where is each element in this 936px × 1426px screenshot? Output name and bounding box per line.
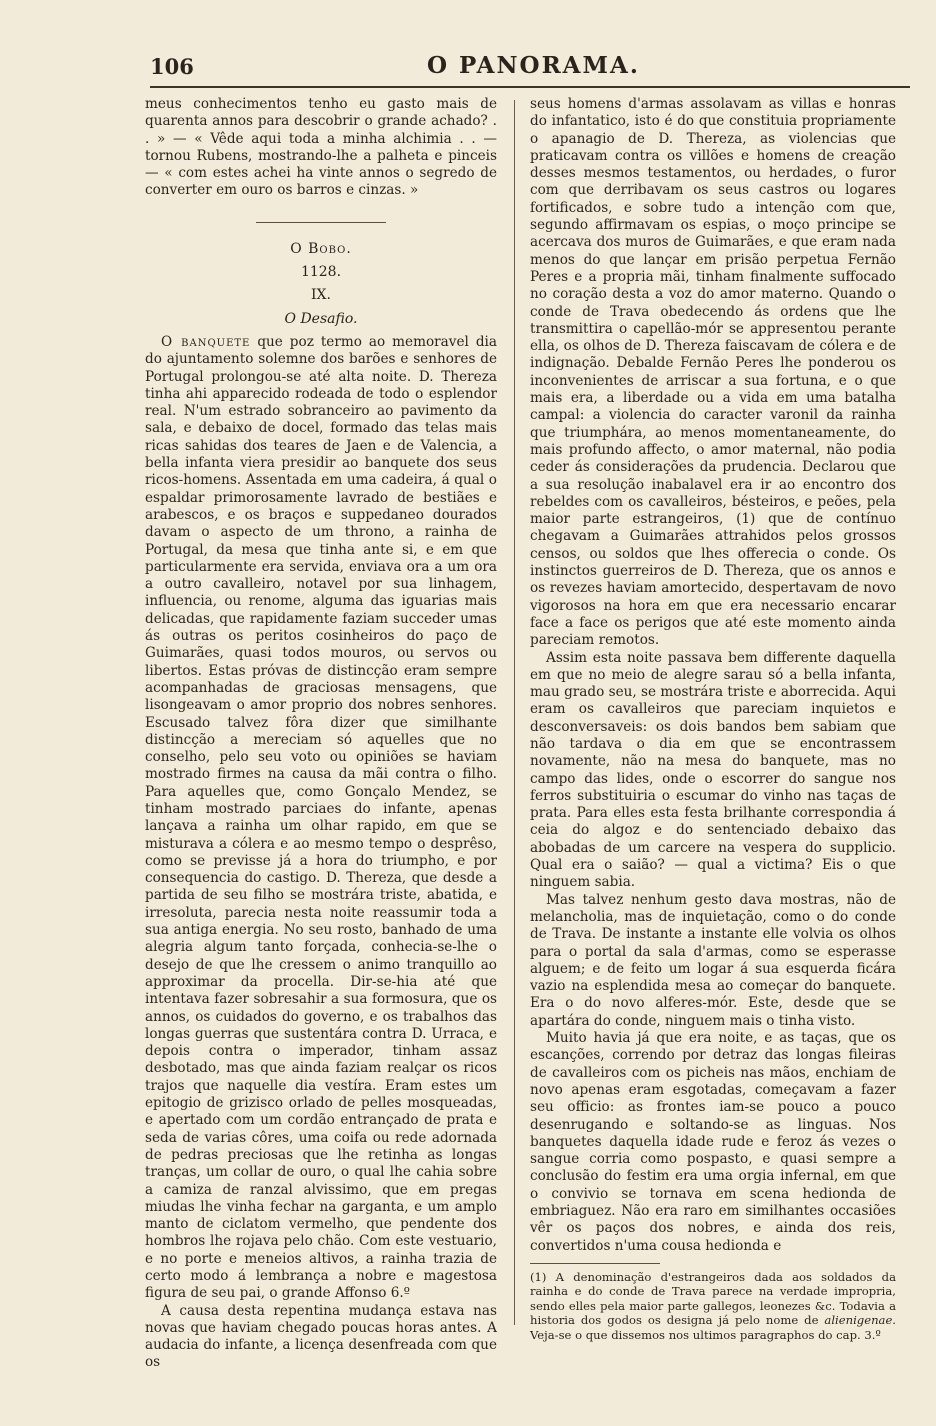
page-number: 106 <box>150 54 194 79</box>
left-column <box>145 96 497 1372</box>
footnote-divider <box>530 1263 660 1264</box>
footnote <box>530 1270 896 1342</box>
paragraph: seus homens d'armas assolavam as villas e honras do infantatico, isto é do que constituia propriamente o apanagio de D. Thereza, as violencias que praticavam contra os villões e homens de creação desses mesmos testamentos, ou herdades, o furor com que derribavam os seus castros ou logares fortificados, e sobre tudo a intenção com que, segundo affirmavam os espias, o moço principe se acercava dos muros de Guimarães, e que eram nada menos do que lançar em prisão perpetua Fernão Peres e a propria mãi, tinham finalmente suffocado no coração desta a voz do amor materno. Quando o conde de Trava obedecendo ás ordens que lhe transmittira o capellão-mór se appresentou perante ella, os olhos de D. Thereza faiscavam de cólera e de indignação. Debalde Fernão Peres lhe ponderou os inconvenientes de arriscar a sua fortuna, e o que mais era, a liberdade ou a vida em uma batalha campal: a violencia do caracter varonil da rainha que triumphára, ao menos momentaneamente, do mais profundo affecto, o amor maternal, não podia ceder ás considerações da prudencia. Declarou que a sua resolução inabalavel era ir ao encontro dos rebeldes com os cavalleiros, bésteiros, e peões, pela maior parte estrangeiros, (1) que de contínuo chegavam a Guimarães attrahidos pelos grossos censos, ou soldos que lhes offerecia o conde. Os instinctos guerreiros de D. Thereza, que os annos e os revezes haviam amortecido, despertavam de novo vigorosos na hora em que era necessario encarar face a face os perigos que até este momento ainda pareciam remotos. <box>530 96 896 649</box>
footnote-tail: Veja-se o que dissemos nos ultimos paragraphos do cap. 3.º <box>530 1327 881 1342</box>
footnote-term: alienigenae. <box>824 1313 896 1328</box>
journal-title: O PANORAMA. <box>427 52 640 79</box>
paragraph: Assim esta noite passava bem differente daquella em que no meio de alegre sarau só a bella infanta, mau grado seu, se mostrára triste e aborrecida. Aqui eram os cavalleiros que pareciam inquietos e desconversaveis: os dois bandos bem sabiam que não tardava o dia em que se encontrassem novamente, não na mesa do banquete, mas no campo das lides, onde o escorrer do sangue nos ferros substituiria o escumar do vinho nas taças de prata. Para elles esta festa brilhante correspondia á ceia do algoz e do sentenciado debaixo das abobadas de um carcere na vespera do supplicio. Qual era o saião? — qual a victima? Eis o que ninguem sabia. <box>530 649 896 891</box>
footnote-text: (1) A denominação d'estrangeiros dada aos soldados da rainha e do conde de Trava parece na verdade impropria, sendo elles pela maior parte gallegos, leonezes &c. Todavia a historia dos godos os designa já pelo nome de <box>530 1269 896 1328</box>
column-divider <box>514 100 515 1325</box>
paragraph: A causa desta repentina mudança estava nas novas que haviam chegado poucas horas antes. A audacia do infante, a licença desenfreada com que os <box>145 1302 497 1371</box>
paragraph: Mas talvez nenhum gesto dava mostras, não de melancholia, mas de inquietação, como o do conde de Trava. De instante a instante elle volvia os olhos para o portal da sala d'armas, como se esperasse alguem; e de feito um logar á sua esquerda ficára vazio na esplendida mesa ao começar do banquete. Era o do novo alferes-mór. Este, desde que se apartára do conde, ninguem mais o tinha visto. <box>530 891 896 1029</box>
lead-words: O banquete <box>161 333 251 350</box>
section-title: O Bobo. <box>290 240 352 257</box>
header-rule <box>150 86 910 88</box>
chapter-title: O Desafio. <box>284 310 358 327</box>
paragraph: Muito havia já que era noite, e as taças, que os escanções, correndo por detraz das longas fileiras de cavalleiros com os picheis nas mãos, enchiam de novo apenas eram esgotadas, começavam a fazer seu officio: as frontes iam-se pouco a pouco desenrugando e soltando-se as linguas. Nos banquetes daquella idade rude e feroz ás vezes o sangue corria como pospasto, e quasi sempre a conclusão do festim era uma orgia infernal, em que o convivio se tornava em scena hedionda de embriaguez. Não era raro em similhantes occasiões vêr os paços dos nobres, e ainda dos reis, convertidos n'uma cousa hedionda e <box>530 1030 896 1254</box>
year-heading: 1128. <box>300 264 342 281</box>
right-column <box>530 96 896 1342</box>
section-divider <box>256 222 386 223</box>
paragraph: meus conhecimentos tenho eu gasto mais de quarenta annos para descobrir o grande achado? . . » — « Vêde aqui toda a minha alchimia . . — tornou Rubens, mostrando-lhe a palheta e pinceis — « com estes achei ha vinte annos o segredo de converter em ouro os barros e cinzas. » <box>145 96 497 199</box>
chapter-number: IX. <box>311 287 331 304</box>
paragraph <box>145 334 497 1303</box>
page-header <box>150 50 910 86</box>
paragraph-body: que poz termo ao memoravel dia do ajuntamento solemne dos barões e senhores de Portugal prolongou-se até alta noite. D. Thereza tinha ahi apparecido rodeada de todo o esplendor real. N'um estrado sobranceiro ao pavimento da sala, e debaixo de docel, formado das telas mais ricas sahidas dos teares de Jaen e de Valencia, a bella infanta viera presidir ao banquete dos seus ricos-homens. Assentada em uma cadeira, á qual o espaldar primorosamente lavrado de bestiães e arabescos, e os braços e suppedaneo dourados davam o aspecto de um throno, a rainha de Portugal, da mesa que tinha ante si, e em que particularmente era servida, enviava ora a um ora a outro cavalleiro, notavel por sua linhagem, influencia, ou renome, alguma das iguarias mais delicadas, que rapidamente faziam succeder umas ás outras os peritos cosinheiros do paço de Guimarães, quasi todos mouros, ou servos ou libertos. Estas próvas de distincção eram sempre acompanhadas de graciosas mensagens, que lisongeavam o amor proprio dos nobres senhores. Escusado talvez fôra dizer que similhante distincção a mereciam só aquelles que no conselho, pelo seu voto ou opiniões se haviam mostrado firmes na causa da mãi contra o filho. Para aquelles que, como Gonçalo Mendez, se tinham mostrado parciaes do infante, apenas lançava a rainha um olhar rapido, em que se misturava a cólera e ao mesmo tempo o desprêso, como se previsse já a hora do triumpho, e por consequencia do castigo. D. Thereza, que desde a partida de seu filho se mostrára triste, abatida, e irresoluta, parecia nesta noite reassumir toda a sua antiga energia. No seu rosto, banhado de uma alegria algum tanto forçada, conhecia-se-lhe o desejo de que lhe cressem o animo tranquillo ao approximar da procella. Dir-se-hia até que intentava fazer sobresahir a sua formosura, que os annos, os cuidados do governo, e os trabalhos das longas guerras que sustentára contra D. Urraca, e depois contra o imperador, tinham assaz desbotado, mas que ainda faziam realçar os ricos trajos que naquelle dia vestíra. Eram estes um epitogio de grizisco orlado de pelles mosqueadas, e apertado com um cordão entrançado de prata e seda de varias côres, uma coifa ou rede adornada de pedras preciosas que lhe retinha as longas tranças, um collar de ouro, o qual lhe cahia sobre a camiza de ranzal alvissimo, que em pregas miudas lhe vinha fechar na garganta, e um amplo manto de ciclatom vermelho, que pendente dos hombros lhe rojava pelo chão. Com este vestuario, e no porte e meneios altivos, a rainha trazia de certo modo á lembrança a nobre e magestosa figura de seu pai, o grande Affonso 6.º <box>145 333 497 1302</box>
